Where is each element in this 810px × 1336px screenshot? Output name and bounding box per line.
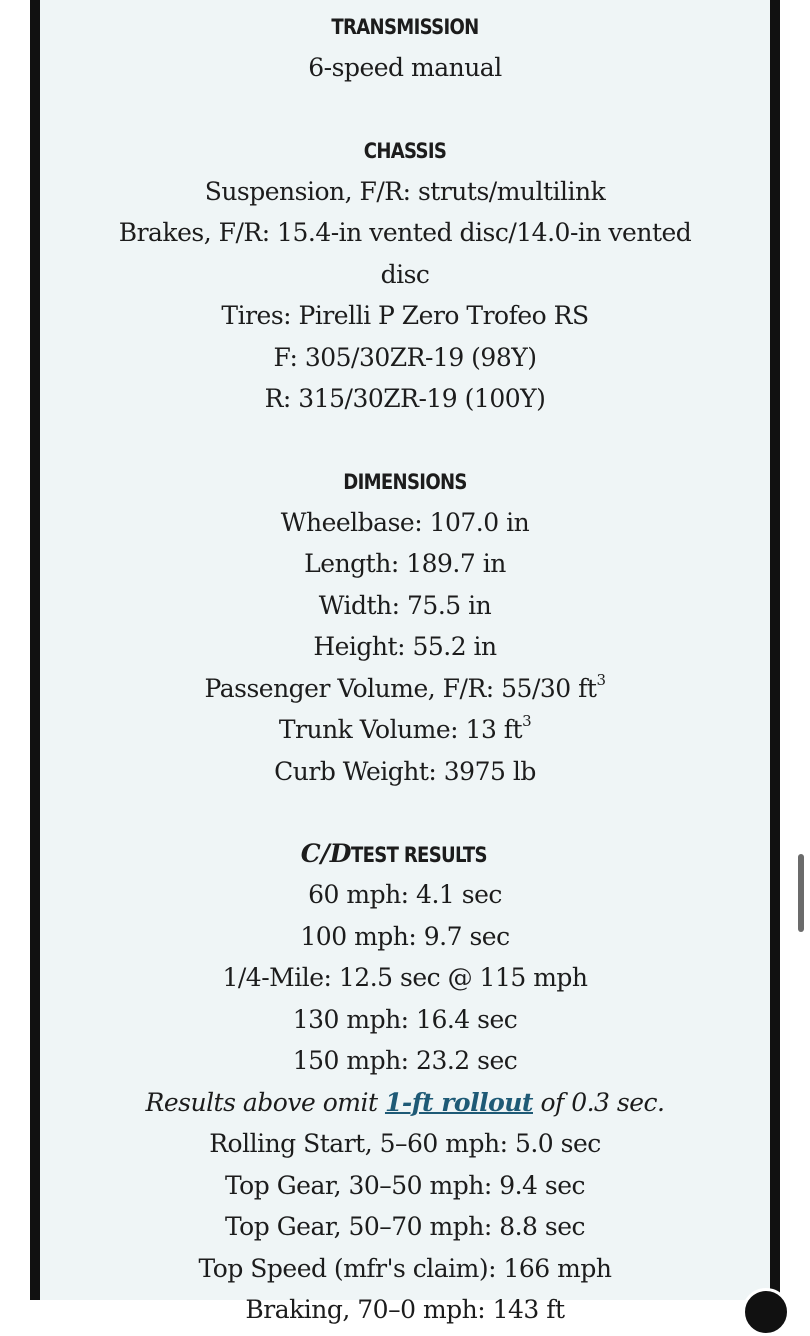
zero-to-150-line: 150 mph: 23.2 sec xyxy=(292,1046,518,1075)
zero-to-100-line: 100 mph: 9.7 sec xyxy=(300,921,510,951)
brakes-line-continued: disc xyxy=(380,259,430,289)
scrollbar-thumb[interactable] xyxy=(798,854,804,932)
tires-line: Tires: Pirelli P Zero Trofeo RS xyxy=(221,301,589,330)
rollout-link[interactable]: 1-ft rollout xyxy=(384,1087,533,1117)
transmission-value: 6-speed manual xyxy=(308,53,502,82)
cd-brand-mark: C/D xyxy=(300,839,352,868)
curb-weight-line: Curb Weight: 3975 lb xyxy=(274,756,536,786)
chassis-heading: CHASSIS xyxy=(363,138,447,163)
trunk-volume-line xyxy=(40,709,770,751)
passenger-volume-unit-exponent: 3 xyxy=(596,670,606,689)
trunk-volume-text: Trunk Volume: 13 ft xyxy=(278,715,523,744)
test-results-heading-text: TEST RESULTS xyxy=(351,843,488,867)
braking-line: Braking, 70–0 mph: 143 ft xyxy=(245,1295,565,1324)
top-gear-50-70-line: Top Gear, 50–70 mph: 8.8 sec xyxy=(224,1212,586,1241)
zero-to-60-line: 60 mph: 4.1 sec xyxy=(308,880,502,909)
passenger-volume-line xyxy=(40,668,770,710)
length-line: Length: 189.7 in xyxy=(304,549,506,578)
height-line: Height: 55.2 in xyxy=(313,632,497,661)
passenger-volume-text: Passenger Volume, F/R: 55/30 ft xyxy=(204,673,597,703)
test-results-heading xyxy=(40,834,770,874)
spec-content xyxy=(40,7,770,1331)
quarter-mile-line: 1/4-Mile: 12.5 sec @ 115 mph xyxy=(222,963,588,992)
front-tires-line: F: 305/30ZR-19 (98Y) xyxy=(273,342,537,372)
floating-action-button[interactable] xyxy=(742,1288,790,1336)
brakes-line: Brakes, F/R: 15.4-in vented disc/14.0-in vented xyxy=(118,218,692,247)
rolling-start-line: Rolling Start, 5–60 mph: 5.0 sec xyxy=(209,1129,601,1158)
width-line: Width: 75.5 in xyxy=(318,590,492,620)
rollout-note-prefix: Results above omit xyxy=(145,1087,385,1117)
dimensions-heading: DIMENSIONS xyxy=(343,469,467,494)
spec-panel xyxy=(40,0,770,1324)
wheelbase-line: Wheelbase: 107.0 in xyxy=(280,507,530,537)
rollout-note-suffix: of 0.3 sec. xyxy=(533,1087,665,1117)
rollout-note xyxy=(40,1082,770,1124)
top-speed-line: Top Speed (mfr's claim): 166 mph xyxy=(198,1253,612,1283)
top-gear-30-50-line: Top Gear, 30–50 mph: 9.4 sec xyxy=(224,1170,586,1200)
trunk-volume-unit-exponent: 3 xyxy=(522,712,532,730)
zero-to-130-line: 130 mph: 16.4 sec xyxy=(292,1004,518,1034)
rear-tires-line: R: 315/30ZR-19 (100Y) xyxy=(264,384,546,413)
suspension-line: Suspension, F/R: struts/multilink xyxy=(204,176,606,206)
transmission-heading: TRANSMISSION xyxy=(331,15,479,39)
